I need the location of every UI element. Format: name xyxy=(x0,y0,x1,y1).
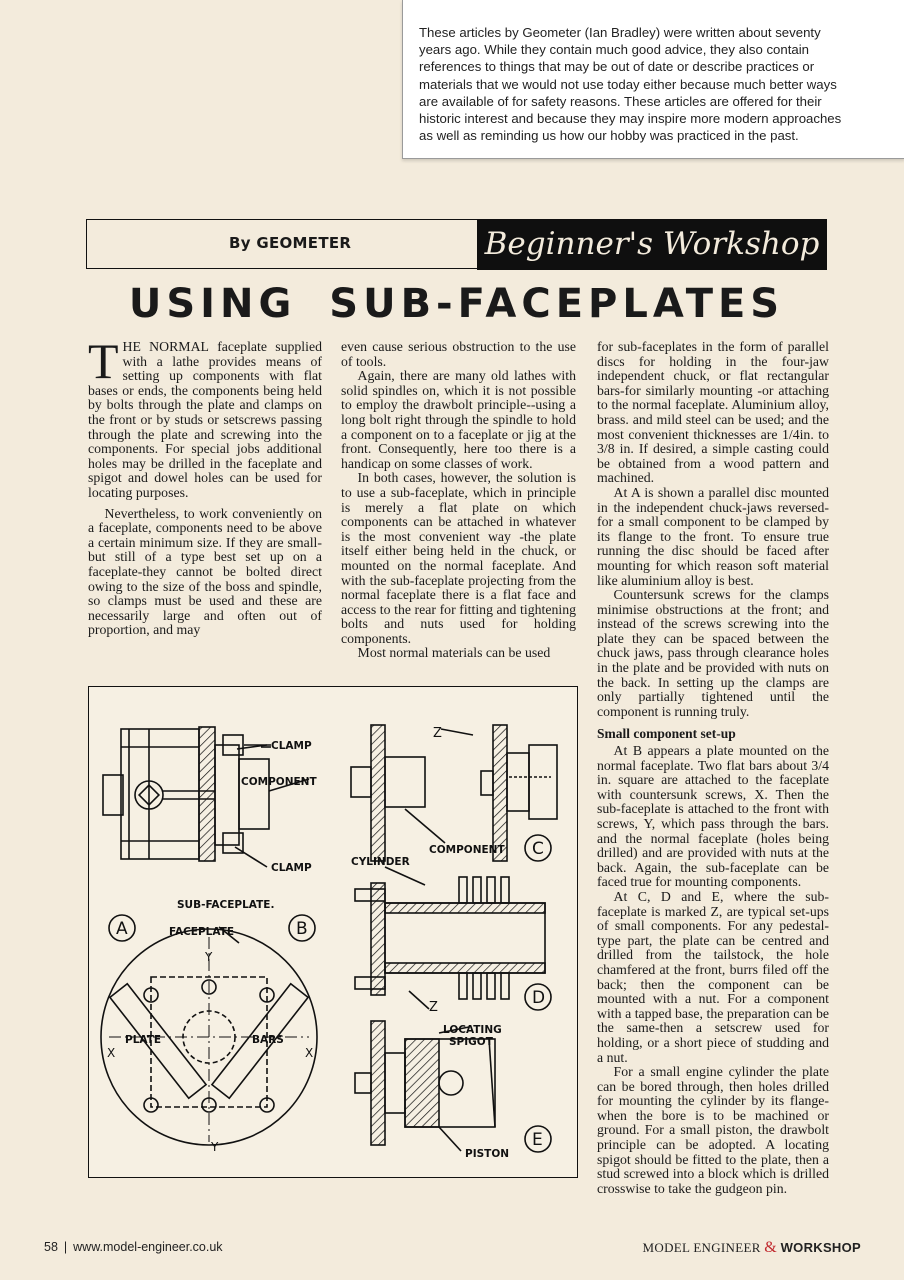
article-column-1 xyxy=(88,333,322,638)
paragraph-1-text: faceplate supplied with a lathe provides means of setting up components with flat bases or ends, the components being held by bolts through the plate and clamps on the front or by studs or setscrews passing through the plate and screwing into the components. For special jobs additional holes may be drilled in the faceplate and spigot and dowel holes can be used for locating purposes. xyxy=(88,339,322,500)
figure-c-setup xyxy=(351,725,557,861)
series-title: Beginner's Workshop xyxy=(477,219,827,270)
paragraph-8: At A is shown a parallel disc mounted in the independent chuck-jaws reversed-for a small component to be clamped by its flange to the front. To ensure true running the disc should be faced after mounting for which reason soft material like aluminium alloy is best. xyxy=(597,484,829,588)
magazine-part-1: MODEL ENGINEER xyxy=(642,1240,761,1255)
paragraph-11: At C, D and E, where the sub-faceplate is marked Z, are typical set-ups of small components. For any pedestal-type part, the plate can be centred and drilled from the tailstock, the hole chamfered at the front, burrs filed off the back; then the component can be mounted with a nut. For a component with a tapped base, the preparation can be the same-then a setscrew used for holding, or a short piece of studding and a nut. xyxy=(597,888,829,1065)
article-headline: USING SUB-FACEPLATES xyxy=(128,281,785,327)
label-c: C xyxy=(532,839,544,859)
label-b: B xyxy=(296,919,308,939)
label-d: D xyxy=(532,988,546,1008)
byline: By GEOMETER xyxy=(229,234,352,252)
label-e: E xyxy=(532,1130,543,1150)
drop-cap: T xyxy=(88,333,119,389)
footer-website: www.model-engineer.co.uk xyxy=(73,1240,223,1254)
figure-drawing xyxy=(89,687,579,1179)
lead-smallcaps: HE NORMAL xyxy=(122,339,209,354)
label-locating-2: SPIGOT xyxy=(449,1036,493,1048)
label-cylinder: CYLINDER xyxy=(351,856,410,868)
label-locating-1: LOCATING xyxy=(443,1024,502,1036)
label-faceplate: FACEPLATE xyxy=(169,926,235,938)
label-component-a: COMPONENT xyxy=(241,776,317,788)
footer-separator: | xyxy=(63,1240,68,1254)
label-y-bottom: Y xyxy=(211,1140,219,1154)
label-piston: PISTON xyxy=(465,1148,510,1160)
magazine-part-2: WORKSHOP xyxy=(780,1240,861,1255)
editor-note-text: These articles by Geometer (Ian Bradley) were written about seventy years ago. While they contain much good advice, they also contain references to things that may be out of date or describe practices or materials that we would not use today either because much better ways are available of for safety reasons. These articles are offered for their historic interest and because they may inspire more modern approaches as well as reminding us how our hobby was practiced in the past. xyxy=(419,25,842,144)
series-banner xyxy=(86,219,827,269)
paragraph-10: At B appears a plate mounted on the normal faceplate. Two flat bars about 3/4 in. square are attached to the faceplate with countersunk screws, X. Then the sub-faceplate is attached to the front with screws, Y, which pass through the bars. and the normal faceplate (holes being drilled) and are provided with nuts at the back. Again, the sub-faceplate can be faced true for mounting components. xyxy=(597,743,829,890)
article-column-2 xyxy=(341,340,576,661)
footer-magazine-name xyxy=(643,1239,861,1257)
label-sub-faceplate: SUB-FACEPLATE. xyxy=(177,899,275,911)
label-y-top: Y xyxy=(205,950,213,964)
footer-left xyxy=(44,1240,223,1254)
label-a: A xyxy=(116,919,128,939)
label-x-right: X xyxy=(305,1046,314,1060)
label-z-d: Z xyxy=(429,1000,438,1015)
paragraph-12: For a small engine cylinder the plate can be bored through, then holes drilled for mounting the cylinder by its flange-when the bore is to be machined or ground. For a small piston, the drawbolt principle can be adopted. A locating spigot should be fitted to the plate, then a stud screwed into a block which is drilled crosswise to take the gudgeon pin. xyxy=(597,1064,829,1196)
figure-d-cylinder xyxy=(355,877,545,999)
paragraph-4: Again, there are many old lathes with solid spindles on, which it is not possible to employ the drawbolt principle--using a long bolt right through the spindle to hold a component on to a faceplate or jig at the front. Consequently, here too there is a handicap on some classes of work. xyxy=(341,368,576,471)
label-bars: BARS xyxy=(252,1034,284,1046)
paragraph-6: Most normal materials can be used xyxy=(357,645,551,661)
magazine-ampersand: & xyxy=(764,1239,778,1256)
label-plate: PLATE xyxy=(125,1034,162,1046)
paragraph-9: Countersunk screws for the clamps minimise obstructions at the front; and instead of the screws screwing into the plate they can be spaced between the chuck jaws, pass through clearance holes in the plate and be provided with nuts on the back. In setting up the clamps are only partially tightened until the component is running truly. xyxy=(597,587,829,719)
page-number: 58 xyxy=(44,1240,58,1254)
label-z-c: Z xyxy=(433,726,442,741)
paragraph-3: even cause serious obstruction to the use of tools. xyxy=(341,339,576,369)
paragraph-5: In both cases, however, the solution is to use a sub-faceplate, which in principle is merely a flat plate on which components can be attached in whatever is the most convenient way -the plate itself either being held in the chuck, or mounted on the normal faceplate. And with the sub-faceplate projecting from the normal faceplate there is a flat face and access to the rear for fitting and tightening bolts and nuts used for holding components. xyxy=(341,470,576,646)
editor-note-box xyxy=(402,0,904,159)
paragraph-2: Nevertheless, to work conveniently on a faceplate, components need to be above a certain minimum size. If they are small-but still of a type best set up on a faceplate-they cannot be bolted direct owing to the size of the boss and spindle, so clamps must be used and these are necessarily large and often out of proportion, and may xyxy=(88,505,322,638)
paragraph-7: for sub-faceplates in the form of parallel discs for holding in the four-jaw independent chuck, or flat rectangular bars-for similarly mounting -or attaching to the normal faceplate. Aluminium alloy, brass. and mild steel can be used; and the most convenient thicknesses are 1/4in. to 3/8 in. If desired, a simple casting could be obtained from a wood pattern and machined. xyxy=(597,339,829,486)
label-clamp-top: CLAMP xyxy=(271,740,312,752)
section-subhead: Small component set-up xyxy=(597,726,736,742)
article-column-3 xyxy=(597,340,829,1196)
label-x-left: X xyxy=(107,1046,116,1060)
technical-figure xyxy=(88,686,578,1178)
label-clamp-bottom: CLAMP xyxy=(271,862,312,874)
label-component-c: COMPONENT xyxy=(429,844,505,856)
paragraph-1 xyxy=(88,333,322,501)
